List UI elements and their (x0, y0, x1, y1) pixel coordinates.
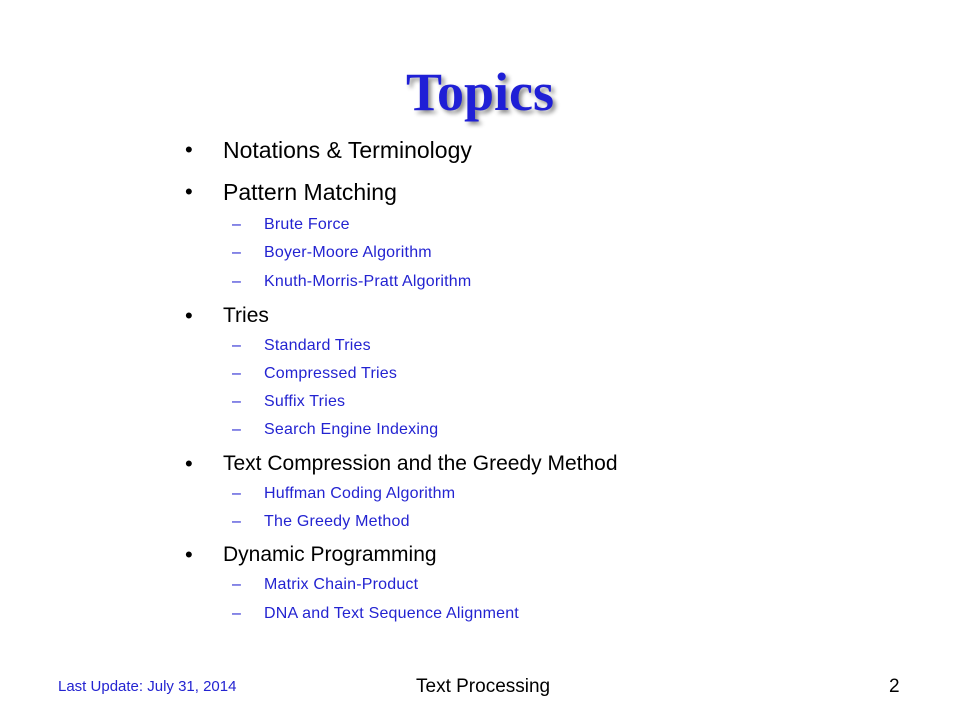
dash-icon: – (232, 273, 241, 290)
slide-title: Topics (405, 62, 555, 122)
dash-icon: – (232, 216, 241, 233)
subtopic-label: Search Engine Indexing (264, 421, 439, 438)
topic-label: Dynamic Programming (223, 543, 437, 566)
dash-icon: – (232, 605, 241, 622)
dash-icon: – (232, 393, 241, 410)
bullet-icon: • (185, 179, 193, 204)
subtopic-label: Standard Tries (264, 337, 371, 354)
subtopic-label: Boyer-Moore Algorithm (264, 244, 432, 261)
footer-title: Text Processing (416, 676, 551, 697)
dash-icon: – (232, 421, 241, 438)
dash-icon: – (232, 485, 241, 502)
bullet-icon: • (185, 542, 193, 567)
page-number: 2 (889, 676, 900, 697)
dash-icon: – (232, 576, 241, 593)
topic-label: Pattern Matching (223, 179, 397, 205)
bullet-icon: • (185, 451, 193, 476)
topic-label: Text Compression and the Greedy Method (223, 452, 618, 475)
subtopic-label: The Greedy Method (264, 513, 410, 530)
bullet-icon: • (185, 137, 193, 162)
dash-icon: – (232, 365, 241, 382)
subtopic-label: Knuth-Morris-Pratt Algorithm (264, 273, 472, 290)
subtopic-label: DNA and Text Sequence Alignment (264, 605, 519, 622)
footer-last-update: Last Update: July 31, 2014 (58, 678, 237, 695)
subtopic-label: Huffman Coding Algorithm (264, 485, 456, 502)
subtopic-label: Compressed Tries (264, 365, 398, 382)
bullet-icon: • (185, 303, 193, 328)
subtopic-label: Suffix Tries (264, 393, 346, 410)
topic-label: Tries (223, 304, 269, 327)
subtopic-label: Matrix Chain-Product (264, 576, 419, 593)
dash-icon: – (232, 337, 241, 354)
subtopic-label: Brute Force (264, 216, 350, 233)
dash-icon: – (232, 513, 241, 530)
dash-icon: – (232, 244, 241, 261)
topic-label: Notations & Terminology (223, 137, 472, 163)
